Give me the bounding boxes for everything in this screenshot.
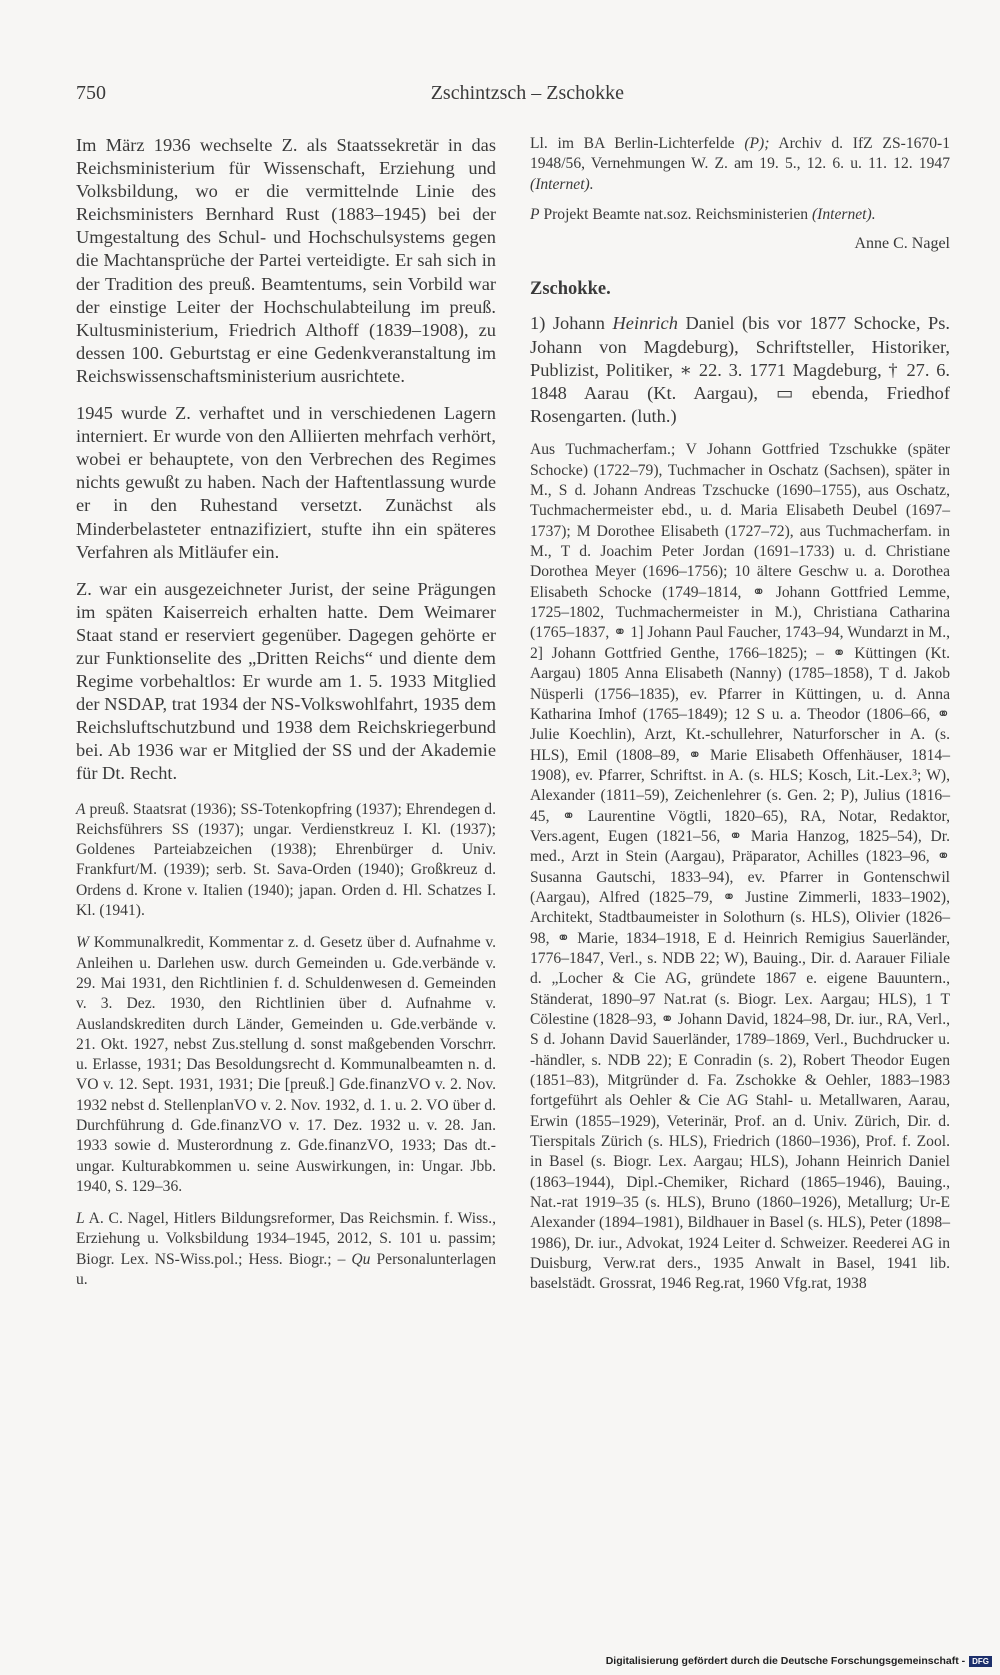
- entry-lead-part1: 1) Johann: [530, 313, 605, 334]
- portrait-section: [530, 205, 950, 225]
- portrait-siglum: P: [530, 206, 540, 224]
- sources-cont-p: (P);: [744, 135, 770, 152]
- portrait-text: Projekt Beamte nat.soz. Reichsministerien: [543, 206, 809, 224]
- portrait-internet: (Internet).: [811, 206, 876, 224]
- paragraph-career: Im März 1936 wechselte Z. als Staatssekretär in das Reichsministerium für Wissenschaft, Erziehung und Volksbildung, wo er die vermittelnde Linie des Reichsministers Bernhard Rust (1883–1945) bei der Umgestaltung des Schul- und Hochschulsystems gegen die Machtansprüche der Partei verteidigte. Er sah sich in der Tradition des preuß. Beamtentums, sein Vorbild war der einstige Leiter der Hochschulabteilung im preuß. Kultusministerium, Friedrich Althoff (1839–1908), zu dessen 100. Geburtstag er eine Gedenkveranstaltung im Reichswissenschaftsministerium ausrichtete.: [76, 135, 496, 386]
- running-title: Zschintzsch – Zschokke: [430, 82, 624, 104]
- entry-lead: [530, 312, 950, 428]
- sources-siglum: Qu: [351, 1250, 371, 1268]
- page-number: 750: [76, 82, 106, 104]
- entry-lead-part2: Daniel (bis vor 1877 Schocke, Ps. Johann von Magdeburg), Schriftsteller, Historiker, Publizist, Politiker, ∗ 22. 3. 1771 Magdeburg, † 27. 6. 1848 Aarau (Kt. Aargau), ▭ ebenda, Friedhof Rosengarten. (luth.): [530, 313, 950, 427]
- works-text: Kommunalkredit, Kommentar z. d. Gesetz über d. Aufnahme v. Anleihen u. Darlehen usw. durch Gemeinden u. Gde.verbände v. 29. Mai 1931, den Richtlinien f. d. Schuldenwesen d. Gemeinden v. 3. Dez. 1930, den Richtlinien über d. Aufnahme v. Auslandskrediten durch Länder, Gemeinden u. Gde.verbände v. 21. Okt. 1927, nebst Zus.stellung d. sonst maßgebenden Vorschrr. u. Erlasse, 1931; Das Besoldungsrecht d. Kommunalbeamten n. d. VO v. 12. Sept. 1931, 1931; Die [preuß.] Gde.finanzVO v. 2. Nov. 1932 nebst d. StellenplanVO v. 2. Nov. 1932, d. 1. u. 2. VO über d. Durchführung d. Gde.finanzVO v. 17. Dez. 1932 u. v. 28. Jan. 1933 sowie d. Musterordnung z. Gde.finanzVO, 1933; Das dt.-ungar. Kulturabkommen u. seine Auswirkungen, in: Ungar. Jbb. 1940, S. 129–36.: [76, 934, 496, 1195]
- literature-siglum: L: [76, 1210, 85, 1228]
- dfg-logo: DFG: [969, 1656, 992, 1667]
- literature-section: [76, 1209, 496, 1290]
- sources-cont-text: Ll. im BA Berlin-Lichterfelde: [530, 135, 735, 152]
- entry-lead-name: Heinrich: [612, 313, 678, 334]
- works-siglum: W: [76, 934, 89, 952]
- sources-cont-text2: Archiv d. IfZ ZS-1670-1 1948/56, Vernehmungen W. Z. am 19. 5., 12. 6. u. 11. 12. 1947: [530, 135, 950, 173]
- awards-text: preuß. Staatsrat (1936); SS-Totenkopfring (1937); Ehrendegen d. Reichsführers SS (1937); ungar. Verdienstkreuz I. Kl. (1937); Goldenes Parteiabzeichen (1938); Ehrenbürger d. Univ. Frankfurt/M. (1939); serb. St. Sava-Orden (1940); Großkreuz d. Ordens d. Krone v. Italien (1940); japan. Orden d. Hl. Schatzes I. Kl. (1941).: [76, 800, 496, 920]
- awards-siglum: A: [76, 800, 86, 818]
- entry-heading: Zschokke.: [530, 279, 611, 300]
- sources-continuation: [530, 134, 950, 195]
- sources-text: Personalunterlagen u.: [76, 1250, 496, 1289]
- genealogy-section: Aus Tuchmacherfam.; V Johann Gottfried Tzschukke (später Schocke) (1722–79), Tuchmacher in Oschatz (Sachsen), später in M., S d. Johann Andreas Tzschucke (1690–1755), aus Oschatz, Tuchmachermeister ebd., u. d. Maria Elisabeth Deubel (1697–1737); M Dorothee Elisabeth (1727–72), aus Tuchmacherfam. in M., T d. Joachim Peter Jordan (1691–1733) u. d. Christiane Dorothea Meyer (1696–1756); 10 ältere Geschw u. a. Dorothea Elisabeth Schocke (1749–1814, ⚭ Johann Gottfried Lemme, 1725–1802, Tuchmachermeister in M.), Christiana Catharina (1765–1837, ⚭ 1] Johann Paul Faucher, 1743–94, Wundarzt in M., 2] Johann Gottfried Genthe, 1766–1825); – ⚭ Küttingen (Kt. Aargau) 1805 Anna Elisabeth (Nanny) (1785–1858), T d. Jakob Nüsperli (1756–1835), ev. Pfarrer in Küttingen, u. d. Anna Katharina Imhof (1765–1849); 12 S u. a. Theodor (1806–66, ⚭ Julie Koechlin), Arzt, Kt.-schullehrer, Naturforscher in A. (s. HLS), Emil (1808–89, ⚭ Marie Elisabeth Offenhäuser, 1814–1908), ev. Pfarrer, Schriftst. in A. (s. HLS; Kosch, Lit.-Lex.³; W), Alexander (1811–59), Zeichenlehrer (s. Gen. 2; P), Julius (1816–45, ⚭ Laurentine Vögtli, 1820–65), RA, Notar, Redaktor, Vers.agent, Eugen (1821–56, ⚭ Maria Hanzog, 1825–54), Dr. med., Arzt in Stein (Aargau), Präparator, Achilles (1823–96, ⚭ Susanna Gautschi, 1833–94), ev. Pfarrer in Gontenschwil (Aargau), Alfred (1825–79, ⚭ Justine Zimmerli, 1833–1902), Architekt, Stadtbaumeister in Solothurn (s. HLS), Olivier (1826–98, ⚭ Marie, 1834–1918, E d. Heinrich Remigius Sauerländer, 1776–1847, Verl., s. NDB 22; W), Bauing., Dir. d. Aarauer Filiale d. „Locher & Cie AG, gründete 1867 e. eigene Bauuntern., Ständerat, 1890–97 Nat.rat (s. Biogr. Lex. Aargau; HLS), 1 T Cölestine (1828–93, ⚭ Johann David, 1824–98, Dr. iur., RA, Verl., S d. Johann David Sauerländer, 1789–1869, Verl., Buchdrucker u. -händler, s. NDB 22); E Conradin (s. 2), Robert Theodor Eugen (1851–83), Mitgründer d. Fa. Zschokke & Oehler, 1883–1983 fortgeführt als Oehler & Cie AG Stahl- u. Metallwaren, Aarau, Erwin (1855–1929), Veterinär, Prof. an d. Univ. Zürich, Dir. d. Tierspitals Zürich (s. HLS), Friedrich (1860–1936), Prof. f. Zool. in Basel (s. Biogr. Lex. Aargau; HLS), Johann Heinrich Daniel (1863–1944), Dipl.-Chemiker, Richard (1865–1946), Bauing., Nat.-rat 1919–35 (s. HLS), Bruno (1860–1926), Metallurg; Ur-E Alexander (1894–1981), Bildhauer in Basel (s. HLS), Peter (1898–1986), Dr. iur., Advokat, 1924 Leiter d. Schweizer. Reederei AG in Duisburg, Verw.rat ders., 1935 Anwalt in Basel, 1941 lib. baselstädt. Grossrat, 1946 Reg.rat, 1960 Vfg.rat, 1938: [530, 441, 950, 1293]
- page-header: [76, 82, 624, 108]
- footer-credit: [606, 1655, 992, 1667]
- left-column: [76, 134, 496, 1302]
- works-section: [76, 933, 496, 1197]
- right-column: [530, 134, 950, 1305]
- sources-cont-internet: (Internet).: [530, 175, 594, 193]
- literature-text: A. C. Nagel, Hitlers Bildungsreformer, Das Reichsmin. f. Wiss., Erziehung u. Volksbildung 1934–1945, 2012, S. 101 u. passim; Biogr. Lex. NS-Wiss.pol.; Hess. Biogr.; –: [76, 1210, 496, 1268]
- paragraph-assessment: Z. war ein ausgezeichneter Jurist, der seine Prägungen im späten Kaiserreich erhalten hatte. Dem Weimarer Staat stand er reserviert gegenüber. Dagegen gehörte er zur Funktionselite des „Dritten Reichs“ und diente dem Regime vorbehaltlos: Er wurde am 1. 5. 1933 Mitglied der NSDAP, trat 1934 der NS-Volkswohlfahrt, 1935 dem Reichsluftschutzbund und 1938 dem Reichskriegerbund bei. Ab 1936 war er Mitglied der SS und der Akademie für Dt. Recht.: [76, 578, 496, 784]
- author-signature: Anne C. Nagel: [854, 235, 950, 253]
- awards-section: [76, 800, 496, 922]
- paragraph-postwar: 1945 wurde Z. verhaftet und in verschiedenen Lagern interniert. Er wurde von den Alliierten mehrfach verhört, wobei er behauptete, von den Verbrechen des Regimes nichts gewußt zu haben. Nach der Haftentlassung wurde er in den Ruhestand versetzt. Zunächst als Minderbelasteter entnazifiziert, stufte ihn ein späteres Verfahren als Mitläufer ein.: [76, 403, 496, 562]
- footer-text: Digitalisierung gefördert durch die Deutsche Forschungsgemeinschaft -: [605, 1655, 966, 1667]
